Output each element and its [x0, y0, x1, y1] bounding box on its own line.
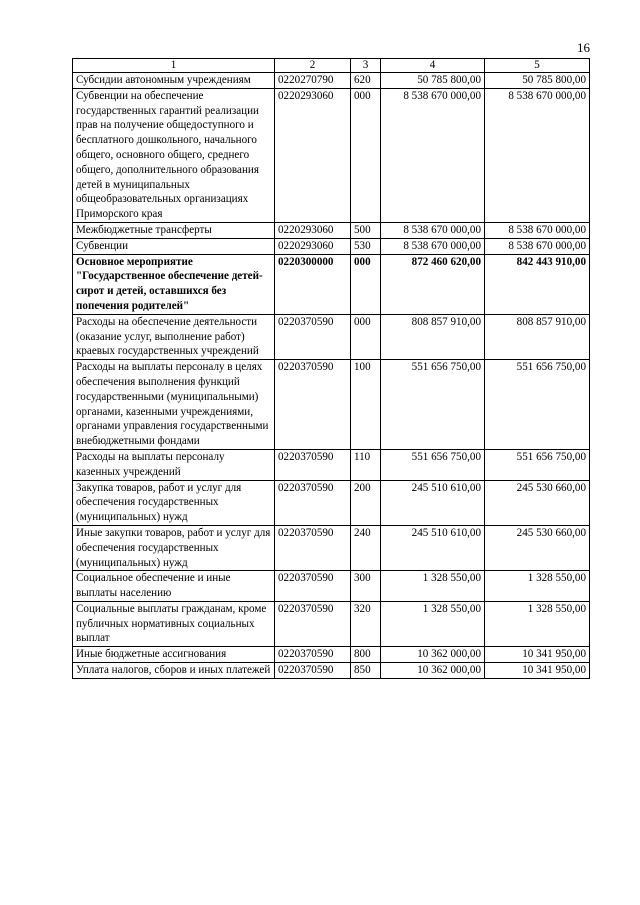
cell-type: 000 [351, 254, 381, 314]
cell-sum-year1: 8 538 670 000,00 [381, 238, 485, 254]
cell-code: 0220370590 [275, 480, 351, 525]
cell-type: 110 [351, 449, 381, 480]
table-body [73, 73, 590, 679]
cell-type: 500 [351, 222, 381, 238]
cell-sum-year2: 551 656 750,00 [485, 360, 590, 450]
cell-sum-year1: 1 328 550,00 [381, 571, 485, 602]
table-row [73, 222, 590, 238]
cell-name: Расходы на выплаты персоналу казенных учреждений [73, 449, 275, 480]
cell-code: 0220370590 [275, 663, 351, 679]
cell-code: 0220370590 [275, 571, 351, 602]
header-col-4: 4 [381, 59, 485, 73]
table-row [73, 449, 590, 480]
cell-code: 0220270790 [275, 73, 351, 89]
cell-type: 530 [351, 238, 381, 254]
cell-name: Закупка товаров, работ и услуг для обеспечения государственных (муниципальных) нужд [73, 480, 275, 525]
cell-type: 800 [351, 647, 381, 663]
cell-sum-year1: 50 785 800,00 [381, 73, 485, 89]
cell-code: 0220370590 [275, 449, 351, 480]
cell-code: 0220370590 [275, 314, 351, 359]
cell-sum-year2: 10 341 950,00 [485, 647, 590, 663]
cell-code: 0220370590 [275, 360, 351, 450]
table-row [73, 88, 590, 222]
cell-sum-year2: 50 785 800,00 [485, 73, 590, 89]
cell-type: 320 [351, 601, 381, 646]
cell-type: 850 [351, 663, 381, 679]
cell-sum-year2: 8 538 670 000,00 [485, 88, 590, 222]
table-row [73, 360, 590, 450]
cell-code: 0220300000 [275, 254, 351, 314]
cell-sum-year1: 245 510 610,00 [381, 525, 485, 570]
header-col-5: 5 [485, 59, 590, 73]
cell-sum-year1: 872 460 620,00 [381, 254, 485, 314]
cell-sum-year1: 245 510 610,00 [381, 480, 485, 525]
cell-sum-year1: 551 656 750,00 [381, 360, 485, 450]
cell-sum-year2: 1 328 550,00 [485, 601, 590, 646]
cell-sum-year1: 8 538 670 000,00 [381, 88, 485, 222]
table-row [73, 73, 590, 89]
cell-type: 000 [351, 88, 381, 222]
cell-name: Уплата налогов, сборов и иных платежей [73, 663, 275, 679]
cell-sum-year2: 808 857 910,00 [485, 314, 590, 359]
header-col-2: 2 [275, 59, 351, 73]
cell-code: 0220293060 [275, 222, 351, 238]
cell-name: Иные бюджетные ассигнования [73, 647, 275, 663]
table-row [73, 480, 590, 525]
cell-sum-year2: 10 341 950,00 [485, 663, 590, 679]
cell-code: 0220293060 [275, 238, 351, 254]
cell-name: Социальное обеспечение и иные выплаты населению [73, 571, 275, 602]
cell-name: Межбюджетные трансферты [73, 222, 275, 238]
table-row [73, 238, 590, 254]
table-row [73, 647, 590, 663]
table-header-row [73, 59, 590, 73]
cell-name: Социальные выплаты гражданам, кроме публичных нормативных социальных выплат [73, 601, 275, 646]
cell-sum-year1: 10 362 000,00 [381, 663, 485, 679]
cell-name: Иные закупки товаров, работ и услуг для обеспечения государственных (муниципальных) нужд [73, 525, 275, 570]
cell-name: Расходы на выплаты персоналу в целях обеспечения выполнения функций государственными (муниципальными) органами, казенными учреждениями, органами управления государственными внебюджетными фондами [73, 360, 275, 450]
table-row [73, 663, 590, 679]
table-row [73, 314, 590, 359]
table-row [73, 571, 590, 602]
cell-name: Субвенции на обеспечение государственных гарантий реализации прав на получение общедоступного и бесплатного дошкольного, начального общего, основного общего, среднего общего, дополнительного образования детей в муниципальных общеобразовательных организациях Приморского края [73, 88, 275, 222]
cell-sum-year1: 808 857 910,00 [381, 314, 485, 359]
cell-sum-year1: 1 328 550,00 [381, 601, 485, 646]
cell-name: Субсидии автономным учреждениям [73, 73, 275, 89]
cell-sum-year1: 8 538 670 000,00 [381, 222, 485, 238]
cell-code: 0220370590 [275, 647, 351, 663]
table-row [73, 525, 590, 570]
header-col-3: 3 [351, 59, 381, 73]
cell-sum-year2: 1 328 550,00 [485, 571, 590, 602]
table-row [73, 601, 590, 646]
cell-sum-year2: 245 530 660,00 [485, 480, 590, 525]
cell-type: 100 [351, 360, 381, 450]
cell-sum-year1: 10 362 000,00 [381, 647, 485, 663]
cell-type: 000 [351, 314, 381, 359]
cell-code: 0220370590 [275, 601, 351, 646]
cell-type: 200 [351, 480, 381, 525]
cell-name: Субвенции [73, 238, 275, 254]
cell-name: Расходы на обеспечение деятельности (оказание услуг, выполнение работ) краевых государственных учреждений [73, 314, 275, 359]
page-number: 16 [577, 40, 590, 55]
table-row [73, 254, 590, 314]
cell-type: 620 [351, 73, 381, 89]
cell-code: 0220293060 [275, 88, 351, 222]
cell-sum-year2: 8 538 670 000,00 [485, 238, 590, 254]
header-col-1: 1 [73, 59, 275, 73]
budget-table [72, 58, 590, 679]
cell-sum-year2: 8 538 670 000,00 [485, 222, 590, 238]
cell-sum-year2: 551 656 750,00 [485, 449, 590, 480]
cell-sum-year2: 245 530 660,00 [485, 525, 590, 570]
cell-sum-year2: 842 443 910,00 [485, 254, 590, 314]
cell-code: 0220370590 [275, 525, 351, 570]
cell-type: 300 [351, 571, 381, 602]
cell-name: Основное мероприятие "Государственное обеспечение детей-сирот и детей, оставшихся без попечения родителей" [73, 254, 275, 314]
cell-sum-year1: 551 656 750,00 [381, 449, 485, 480]
cell-type: 240 [351, 525, 381, 570]
